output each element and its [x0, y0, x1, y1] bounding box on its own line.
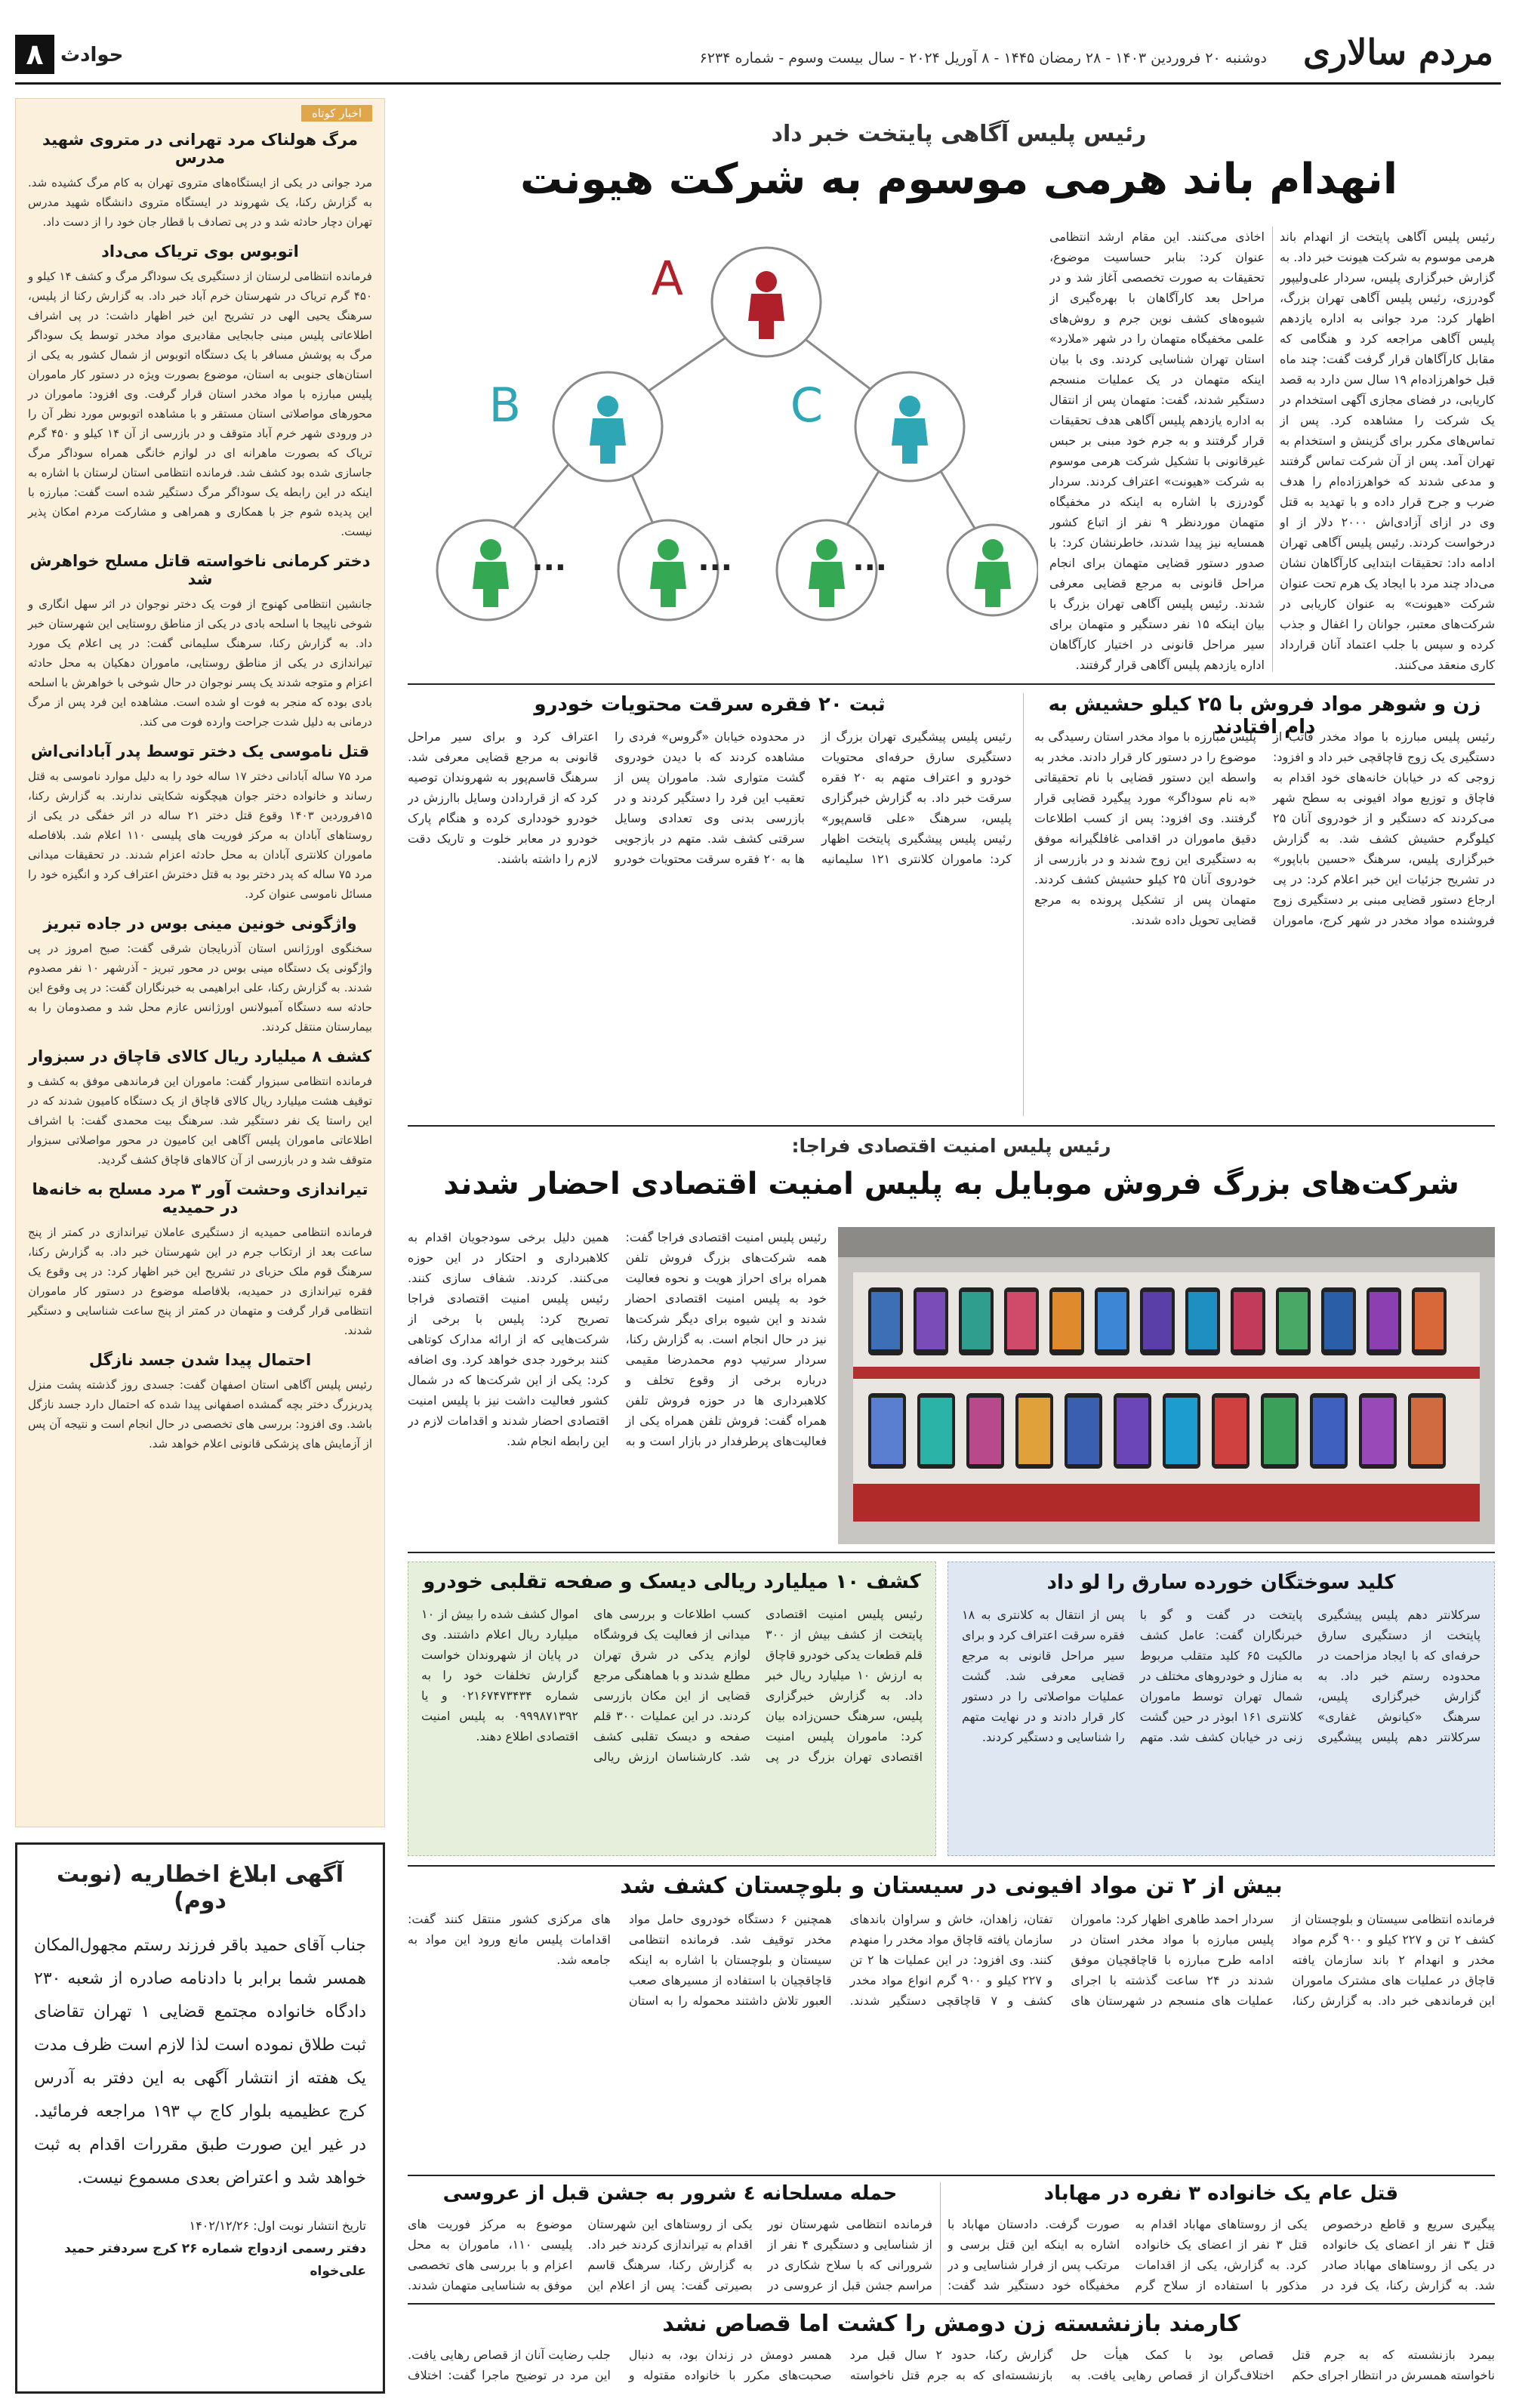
short-news-text: رئیس پلیس آگاهی استان اصفهان گفت: جسدی روز گذشته پشت منزل پدربزرگ دختر بچه گمشده اصفهانی پیدا شده که احتمال دارد جسد نازگل باشد. وی افزود: بررسی های تخصصی در حال انجام است و نتیجه آن پس از آزمایش های پزشکی قانونی اعلام خواهد شد. — [28, 1378, 372, 1451]
short-news-text: جانشین انتظامی کهنوج از فوت یک دختر نوجوان در اثر سهل انگاری و شوخی ناپیجا با اسلحه بادی در یکی از مناطق روستایی این شهرستان خبر داد. به گزارش رکنا، سرهنگ سلیمانی گفت: در پی اعلام یک مورد تیراندازی در یکی از مناطق روستایی، ماموران دهکیان به محل حادثه اعزام و متوجه شدند یک پسر نوجوان در حال شوخی با خواهرش با اسلحه بادی بوده که منجر به فوت او شده است. مشاهده این فرد پس از مرگ درمانی به دلیل شدت جراحت وارده فوت می کند. — [28, 597, 372, 729]
short-news-title: تیراندازی وحشت آور ۳ مرد مسلح به خانه‌ها در حمیدیه — [32, 1180, 368, 1216]
short-news-title: قتل ناموسی یک دختر توسط پدر آبادانی‌اش — [30, 742, 370, 760]
short-news-title: مرگ هولناک مرد تهرانی در متروی شهید مدرس — [42, 131, 358, 167]
retired-body: بیمرد بازنشسته که به جرم قتل ناخواسته همسرش در انتظار اجرای حکم قصاص بود با کمک هیأت حل اختلاف‌گران از قصاص رهایی یافت. به گزارش رکنا، حدود ۲ سال قبل مرد بازنشسته‌ای که به جرم قتل ناخواسته همسر دومش در زندان بود، به دنبال صحبت‌های مکرر با خانواده مقتوله و جلب رضایت آنان از قصاص رهایی یافت. این مرد در توضیح ماجرا گفت: اختلاف — [408, 2348, 1495, 2382]
murder-headline: قتل عام یک خانواده ۳ نفره در مهاباد — [1043, 2182, 1399, 2205]
node-a-label: A — [651, 251, 683, 306]
accomplice-headline: کلید سوختگان خورده سارق را لو داد — [1046, 1571, 1396, 1594]
story-hashish-headline: زن و شوهر مواد فروش با ۲۵ کیلو حشیش به دام افتادند — [1048, 693, 1481, 738]
story-hashish-body: رئیس پلیس مبارزه با مواد مخدر فاتب از دستگیری یک زوج قاچاقچی خبر داد و افزود: زوجی که در خیابان خانه‌های خود اقدام به فاچاق و توزیع مواد افیونی به سطح شهر می‌کردند که دستگیر و از خودروی آنان ۲۵ کیلوگرم حشیش کشف شد. به گزارش خبرگزاری پلیس، سرهنگ «حسین باباپور» در تشریح جزئیات این خبر اعلام کرد: در پی ارجاع دستور قضایی مبنی بر دستگیری زوج فروشنده مواد مخدر در شهر کرج، ماموران پلیس مبارزه با مواد مخدر استان رسیدگی به موضوع را در دستور کار قرار دادند. مخدر به واسطه این دستور قضایی با نام تحقیقاتی «به نام سوداگر» مورد پیگیرد قضایی قرار گرفتند. وی افزود: پس از کسب اطلاعات دقیق ماموران در اقدامی غافلگیرانه موفق به دستگیری این زوج شدند و در بازرسی از خودروی آنان ۲۵ کیلو حشیش کشف کردند. متهمان پس از تشکیل پرونده به مرجع قضایی تحویل داده شدند. — [1034, 729, 1495, 927]
column-divider — [940, 2182, 941, 2295]
notice-text: جناب آقای حمید باقر فرزند رستم مجهول‌المکان همسر شما برابر با دادنامه صادره از شعبه ۲۳۰ دادگاه خانواده مجتمع قضایی ۱ تهران تقاضای ثبت طلاق نموده است لذا لازم است ظرف مدت یک هفته از انتشار آگهی به این دفتر به آدرس کرج عظیمیه بلوار کاج پ ۱۹۳ مراجعه فرمائید. در غیر این صورت طبق مقررات اقدام به ثبت خواهد شد و اعتراض بعدی مسموع نیست. — [34, 1936, 367, 2188]
section-rule — [408, 2303, 1495, 2305]
wedding-headline: حمله مسلحانه ٤ شرور به جشن قبل از عروسی — [442, 2182, 898, 2205]
wedding-body: فرمانده انتظامی شهرستان نور از شناسایی و دستگیری ۴ نفر از شرورانی که با سلاح شکاری در مراسم جشن قبل از عروسی در یکی از روستاهای این شهرستان اقدام به تیراندازی کردند خبر داد. به گزارش رکنا، سرهنگ قاسم بصیرتی گفت: پس از اعلام این موضوع به مرکز فوریت های پلیسی ۱۱۰، ماموران به محل اعزام و با بررسی های تخصصی موفق به شناسایی متهمان شدند. — [408, 2217, 932, 2292]
newspaper-logo: مردم سالاری — [1302, 32, 1493, 72]
short-news-item — [28, 242, 372, 541]
section-rule — [408, 2175, 1495, 2176]
ellipsis-right: ... — [852, 543, 887, 578]
short-news-title: دختر کرمانی ناخواسته قاتل مسلح خواهرش شد — [29, 552, 371, 588]
short-news-item — [28, 552, 372, 732]
story-car-theft-headline: ثبت ۲۰ فقره سرقت محتویات خودرو — [534, 693, 886, 716]
column-divider — [1023, 693, 1024, 1116]
dateline: دوشنبه ۲۰ فروردین ۱۴۰۳ - ۲۸ رمضان ۱۴۴۵ - ۸ آوریل ۲۰۲۴ - سال بیست وسوم - شماره ۶۲۳۴ — [699, 50, 1267, 66]
opium-headline: بیش از ۲ تن مواد افیونی در سیستان و بلوچستان کشف شد — [620, 1873, 1283, 1899]
short-news-title: اتوبوس بوی تریاک می‌داد — [101, 242, 299, 261]
notice-office: دفتر رسمی ازدواج شماره ۲۶ کرج سردفتر حمید علی‌خواه — [64, 2241, 366, 2279]
short-news-title: احتمال پیدا شدن جسد نازگل — [88, 1351, 312, 1369]
short-news-item — [28, 131, 372, 232]
lead-column-1: رئیس پلیس آگاهی پایتخت از انهدام باند هرمی موسوم به شرکت هیونت خبر داد. به گزارش خبرگزاری پلیس، سردار علی‌ولیپور گودرزی، رئیس پلیس آگاهی تهران بزرگ، اظهار کرد: مرد جوانی به اداره یازدهم پلیس آگاهی مراجعه کرد و هنگامی که مقابل کارآگاهان قرار گرفت گفت: چند ماه قبل خواهرزاده‌ام ۱۹ سال سن دارد به قصد کاریابی، در فضای مجازی آگهی استخدام در یک شرکت را مشاهده کرد. پس از تماس‌های مکرر برای گزینش و استخدام به تهران آمد. پس از آن شرکت تماس گرفتند و مدعی شدند که خواهرزاده‌ام را هدف ضرب و جرح قرار داده و با تهدید به قتل وی در ازای آزادی‌اش ۲۰۰۰ دلار از او درخواست کردند. رئیس پلیس آگاهی تهران ادامه داد: تحقیقات ابتدایی کارآگاهان نشان می‌داد چند مرد با ایجاد یک هرم تحت عنوان شرکت «هیونت» به عنوان کاریابی در شرکت‌های معتبر، جوانان را اغفال و جذب کرده و سپس با جلب اعتماد آنان قرارداد کاری منعقد می‌کنند. — [1280, 230, 1495, 672]
phones-headline: شرکت‌های بزرگ فروش موبایل به پلیس امنیت اقتصادی احضار شدند — [443, 1167, 1459, 1201]
short-news-text: مرد جوانی در یکی از ایستگاه‌های متروی تهران به کام مرگ کشیده شد. به گزارش رکنا، یک شهروند در ایستگاه متروی دانشگاه شهید مدرس تهران دچار حادثه شد و در پی تصادف با قطار جان خود را از دست داد. — [28, 176, 372, 229]
legal-notice-box — [15, 1842, 385, 2394]
section-rule — [408, 683, 1495, 685]
short-news-text: مرد ۷۵ ساله آبادانی دختر ۱۷ ساله خود را به دلیل موارد ناموسی به قتل رساند و خانواده دختر جوان هیچگونه شکایتی ندارند. به گزارش رکنا، ۱۵فروردین ۱۴۰۳ وقوع قتل دختر ۲۱ ساله در اثر خفگی در یکی از روستاهای آبادان به مرکز فوریت های پلیسی ۱۱۰ اعلام شد. بلافاصله ماموران کلانتری آبادان به محل حادثه اعزام شدند. در تحقیقات میدانی مرد ۷۵ ساله که پدر دختر بود به قتل دخترش اعتراف کرد و انگیزه خود را مسائل ناموسی عنوان کرد. — [28, 769, 372, 901]
node-b-label: B — [488, 378, 521, 433]
story-car-theft-body: رئیس پلیس پیشگیری تهران بزرگ از دستگیری سارق حرفه‌ای محتویات خودرو و اعتراف متهم به ۲۰ فقره سرقت خبر داد. به گزارش خبرگزاری پلیس، سرهنگ «علی قاسم‌پور» رئیس پلیس پیشگیری پایتخت اظهار کرد: ماموران کلانتری ۱۲۱ سلیمانیه در محدوده خیابان «گروس» فردی را مشاهده کردند که با دیدن خودروی گشت متواری شد. ماموران پس از تعقیب این فرد را دستگیر کردند و در بازرسی بدنی وی تعدادی وسایل سرقتی کشف شد. متهم در بازجویی ها به ۲۰ فقره سرقت محتویات خودرو اعتراف کرد و برای سیر مراحل قانونی به مرجع قضایی معرفی شد. سرهنگ قاسم‌پور به شهروندان توصیه کرد که از قراردادن وسایل باارزش در خودرو خودداری کرده و هنگام پارک خودرو در معابر خلوت و تاریک دقت لازم را داشته باشند. — [408, 729, 1012, 866]
short-news-title: واژگونی خونین مینی بوس در جاده تبریز — [43, 914, 357, 933]
disk-headline: کشف ۱۰ میلیارد ریالی دیسک و صفحه تقلبی خودرو — [423, 1571, 921, 1593]
accomplice-body: سرکلانتر دهم پلیس پیشگیری پایتخت از دستگیری سارق حرفه‌ای که با ایجاد مزاحمت در محدوده رستم خبر داد. به گزارش خبرگزاری پلیس، سرهنگ «کیانوش غفاری» سرکلانتر دهم پلیس پیشگیری پایتخت در گفت و گو با خبرنگاران گفت: عامل کشف مالکیت ۶۵ کلید متقلب مربوط به منازل و خودروهای مختلف در شمال تهران توسط ماموران کلانتری ۱۶۱ ابوذر در حین گشت زنی در خیابان کشف شد. متهم پس از انتقال به کلانتری به ۱۸ فقره سرقت اعتراف کرد و برای سیر مراحل قانونی به مرجع قضایی معرفی شد. گشت عملیات مواصلاتی را در دستور کار قرار دادند و در نهایت متهم را شناسایی و دستگیر کردند. — [962, 1608, 1481, 1744]
short-news-text: فرمانده انتظامی سبزوار گفت: ماموران این فرماندهی موفق به کشف و توقیف هشت میلیارد ریال کالای قاچاق از یک دستگاه کامیون شدند که در این راستا یک نفر دستگیر شد. سرهنگ بیت محمدی گفت: با اشراف اطلاعاتی ماموران پلیس آگاهی این کامیون در محور مواصلاتی سبزوار متوقف شد و در بازرسی از آن کالاهای قاچاق کشف گردید. — [28, 1075, 372, 1167]
ellipsis-left: ... — [532, 543, 566, 578]
lead-kicker: رئیس پلیس آگاهی پایتخت خبر داد — [771, 121, 1147, 147]
section-rule — [408, 1125, 1495, 1127]
retired-headline: کارمند بازنشسته زن دومش را کشت اما قصاص نشد — [662, 2311, 1240, 2337]
masthead — [15, 29, 1501, 85]
page-number: ۸ — [15, 35, 54, 74]
short-news-item — [28, 914, 372, 1037]
page-section-label: حوادث — [60, 44, 124, 66]
disk-body: رئیس پلیس امنیت اقتصادی پایتخت از کشف بیش از ۳۰۰ قلم قطعات یدکی خودرو قاچاق به ارزش ۱۰ میلیارد ریال خبر داد. به گزارش خبرگزاری پلیس، سرهنگ حسن‌زاده بیان کرد: ماموران پلیس امنیت اقتصادی تهران بزرگ در پی کسب اطلاعات و بررسی های میدانی از فعالیت یک فروشگاه لوازم یدکی در شرق تهران مطلع شدند و با هماهنگی مرجع قضایی از این مکان بازرسی کردند. در این عملیات ۳۰۰ قلم صفحه و دیسک تقلبی کشف شد. کارشناسان ارزش ریالی اموال کشف شده را بیش از ۱۰ میلیارد ریال اعلام داشتند. وی در پایان از شهروندان خواست گزارش تخلفات خود را به شماره ۰۲۱۶۷۴۷۳۴۳۴ و یا ۰۹۹۹۸۷۱۳۹۲ به پلیس امنیت اقتصادی اطلاع دهند. — [421, 1607, 923, 1764]
disk-story-box — [408, 1562, 936, 1856]
short-news-item — [28, 1180, 372, 1340]
phones-kicker: رئیس پلیس امنیت اقتصادی فراجا: — [791, 1135, 1111, 1157]
sidebar-tag: اخبار کوتاه — [301, 105, 372, 122]
short-news-item — [28, 742, 372, 904]
phone-store-photo — [838, 1227, 1495, 1544]
hierarchy-svg — [419, 227, 1038, 672]
pyramid-hierarchy-diagram — [419, 227, 1038, 672]
lead-headline: انهدام باند هرمی موسوم به شرکت هیونت — [519, 155, 1398, 204]
short-news-title: کشف ۸ میلیارد ریال کالای قاچاق در سبزوار — [28, 1047, 372, 1065]
short-news-text: فرمانده انتظامی لرستان از دستگیری یک سوداگر مرگ و کشف ۱۴ کیلو و ۴۵۰ گرم تریاک در شهرستان خرم آباد خبر داد. به گزارش رکنا از پلیس، سرهنگ یحیی الهی در تشریح این خبر اظهار داشت: در پی اشراف اطلاعاتی پلیس مبنی جابجایی مقادیری مواد مخدر توسط یک سوداگر مرگ به پوشش مسافر با یک دستگاه اتوبوس از شمال کشور به یکی از استان‌های جنوبی به استان، موضوع بصورت ویژه در دستور کار ماموران پلیس مبارزه با مواد مخدر استان قرار گرفت. وی افزود: ماموران در محورهای مواصلاتی استان مستقر و با مشاهده اتوبوس مورد نظر آن را در ورودی شهر خرم آباد متوقف و در بازرسی از آن ۱۴ کیلو و ۴۵۰ گرم تریاک که بصورت ماهرانه ای در لوازم خانگی همراه سوداگر مرگ جاسازی شده بود کشف شد. فرمانده انتظامی استان لرستان با اشاره به اینکه در این رابطه یک سوداگر مرگ دستگیر شده است گفت: مبارزه با این پدیده شوم جز با همکاری و همراهی و مشارکت مردم امکان پذیر نیست. — [28, 270, 372, 538]
notice-date: تاریخ انتشار نوبت اول: ۱۴۰۲/۱۲/۲۶ — [189, 2218, 366, 2233]
section-rule — [408, 1865, 1495, 1867]
short-news-text: سخنگوی اورژانس استان آذربایجان شرقی گفت: صبح امروز در پی واژگونی یک دستگاه مینی بوس در محور تبریز - آذرشهر ۱۰ نفر مصدوم شدند. به گزارش رکنا، علی ابراهیمی به خبرنگاران گفت: در پی وقوع این حادثه سه دستگاه آمبولانس اورژانس عازم محل شد و مصدومان را به بیمارستان منتقل کردند. — [28, 942, 373, 1034]
short-news-item — [28, 1047, 372, 1170]
lead-column-2: اخاذی می‌کنند. این مقام ارشد انتظامی عنوان کرد: بنابر حساسیت موضوع، تحقیقات به صورت تخصصی آغاز شد و در مراحل بعد کارآگاهان با بهره‌گیری از شیوه‌های کشف نوین جرم و روش‌های علمی مخفیگاه متهمان را در شهر «ملارد» استان تهران شناسایی کردند. وی با بیان اینکه متهمان در یک عملیات منسجم دستگیر شدند، گفت: متهمان پس از انتقال به اداره یازدهم پلیس آگاهی هدف تحقیقات قرار گرفتند و به جرم خود مبنی بر حبس غیرقانونی با تشکیل شرکت هرمی موسوم به شرکت «هیونت» اعتراف کردند. سردار گودرزی با اشاره به اینکه در مخفیگاه متهمان موردنظر ۹ نفر از اتباع کشور همسایه نیز پیدا شدند، خاطرنشان کرد: با صدور دستور قضایی متهمان برای انجام مراحل قانونی به مرجع قضایی معرفی شدند. رئیس پلیس آگاهی تهران بزرگ با بیان اینکه ۱۵ نفر دستگیر و متهمان برای سیر مراحل قانونی در اختیار کارآگاهان اداره یازدهم پلیس آگاهی قرار گرفتند. — [1049, 230, 1265, 672]
opium-body: فرمانده انتظامی سیستان و بلوچستان از کشف ۲ تن و ۲۲۷ کیلو و ۹۰۰ گرم مواد مخدر و انهدام ۲ باند سازمان یافته قاچاق در عملیات های مشترک ماموران این فرماندهی خبر داد. به گزارش رکنا، سردار احمد طاهری اظهار کرد: ماموران پلیس مبارزه با مواد مخدر استان در ادامه طرح مبارزه با قاچاقچیان موفق شدند در ۲۴ ساعت گذشته با اجرای عملیات های منسجم در شهرستان های تفتان، زاهدان، خاش و سراوان باندهای سازمان یافته قاچاق مواد مخدر را منهدم کنند. وی افزود: در این عملیات ها ۲ تن و ۲۲۷ کیلو و ۹۰۰ گرم انواع مواد مخدر کشف و ۷ قاچاقچی دستگیر شدند. همچنین ۶ دستگاه خودروی حامل مواد مخدر توقیف شد. فرمانده انتظامی سیستان و بلوچستان با اشاره به اینکه قاچاقچیان با استفاده از مسیرهای صعب العبور تلاش داشتند محموله را به استان های مرکزی کشور منتقل کنند گفت: اقدامات پلیس مانع ورود این مواد به جامعه شد. — [408, 1912, 1495, 2008]
column-divider — [1272, 227, 1273, 672]
notice-footer — [34, 2215, 366, 2283]
notice-title: آگهی ابلاغ اخطاریه (نوبت دوم) — [57, 1861, 344, 1914]
ellipsis-center: ... — [698, 543, 732, 578]
short-news-sidebar — [15, 98, 385, 1827]
murder-body: پیگیری سریع و قاطع درخصوص قتل ۳ نفر از اعضای یک خانواده در یکی از روستاهای مهاباد صادر شد. به گزارش رکنا، یک فرد در یکی از روستاهای مهاباد اقدام به قتل ۳ نفر از اعضای یک خانواده کرد. به گزارش، یکی از اقدامات مذکور با استفاده از سلاح گرم صورت گرفت. دادستان مهاباد با اشاره به اینکه این قتل برسی و مرتکب پس از فرار شناسایی و در مخفیگاه خود دستگیر شد گفت: — [948, 2217, 1495, 2292]
phones-body: رئیس پلیس امنیت اقتصادی فراجا گفت: همه شرکت‌های بزرگ فروش تلفن همراه برای احراز هویت و نحوه فعالیت خود به پلیس امنیت اقتصادی احضار شدند و این شیوه برای دیگر شرکت‌ها نیز در حال انجام است. به گزارش رکنا، سردار سرتیپ دوم محمدرضا مقیمی درباره برخی از وقوع تخلف و کلاهبرداری ها در حوزه فروش تلفن همراه گفت: فروش تلفن همراه یکی از فعالیت‌های پرطرفدار در بازار است و به همین دلیل برخی سودجویان اقدام به کلاهبرداری و احتکار در این حوزه می‌کنند. کردند. شفاف سازی کنند. رئیس پلیس امنیت اقتصادی فراجا تصریح کرد: پلیس با برخی از شرکت‌هایی که از ارائه مدارک کوتاهی کنند برخورد جدی خواهد کرد. وی اضافه کرد: یکی از این شرکت‌ها که در شمال کشور فعالیت داشت نیز با پلیس امنیت اقتصادی احضار شدند و اقدامات لازم در این رابطه انجام شد. — [408, 1230, 827, 1448]
node-c-label: C — [790, 378, 823, 433]
short-news-text: فرمانده انتظامی حمیدیه از دستگیری عاملان تیراندازی در کمتر از پنج ساعت بعد از ارتکاب جرم در این شهرستان خبر داد. به گزارش رکنا، سرهنگ قوم ملک حزبای در تشریح این خبر اظهار کرد: در پی وقوع یک فقره تیراندازی در حمیدیه، بلافاصله موضوع در دستور کار ماموران انتظامی قرار گرفت و متهمان در کمتر از پنج ساعت شناسایی و دستگیر شدند. — [28, 1226, 372, 1337]
section-rule — [408, 1552, 1495, 1553]
phone-store-image — [838, 1227, 1495, 1544]
accomplice-story-box — [948, 1562, 1495, 1856]
short-news-item — [28, 1351, 372, 1454]
